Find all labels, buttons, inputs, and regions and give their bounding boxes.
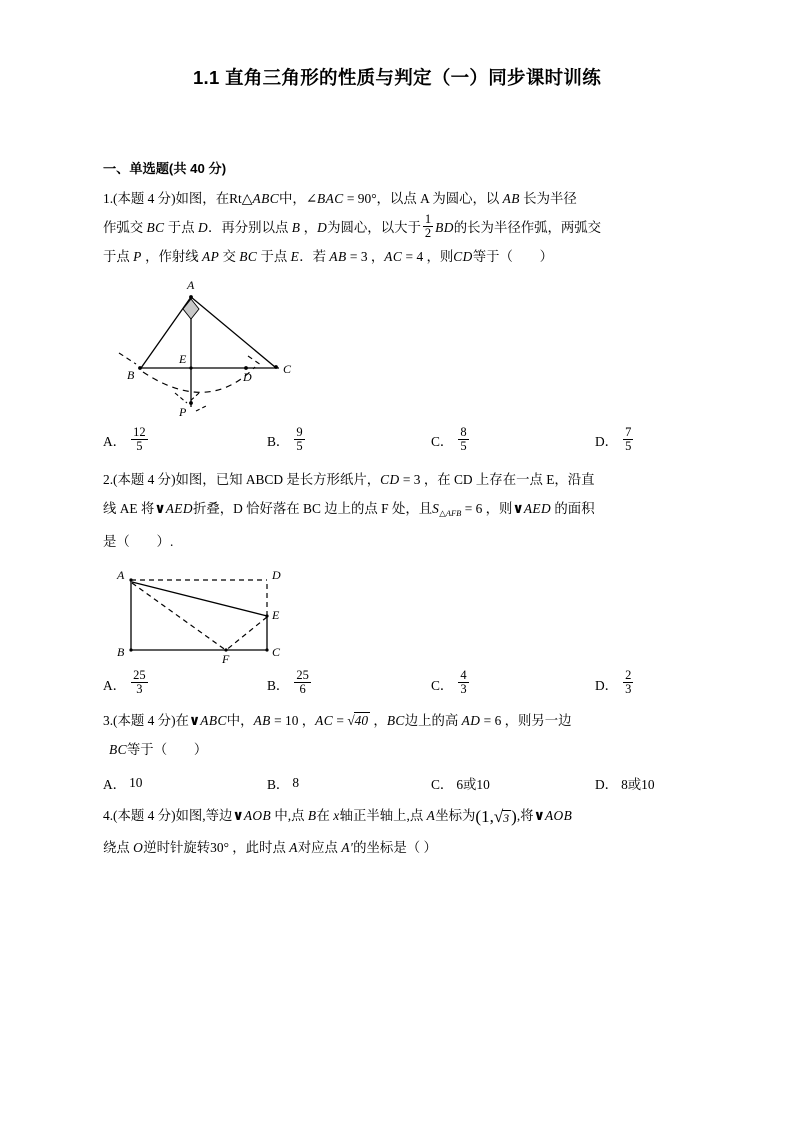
segment-ac bbox=[191, 297, 275, 367]
question-2-option-c[interactable] bbox=[431, 670, 595, 698]
triangle-glyph-icon: ∨ bbox=[232, 806, 244, 823]
question-4-number: 4. bbox=[103, 807, 114, 823]
vertex-dot-e bbox=[265, 615, 268, 618]
option-label: D． bbox=[595, 677, 619, 693]
figure-1-label-e: E bbox=[179, 352, 187, 366]
figure-1-container bbox=[103, 275, 693, 423]
fraction-one-half: $\frac{1}{2}$ bbox=[424, 212, 432, 241]
question-2-line-1: 2.(本题 4 分)如图，已知 ABCD 是长方形纸片，CD = 3 ，在 CD 上存在一点 E，沿直 bbox=[103, 471, 595, 487]
question-2-line-3: 是（ ）. bbox=[103, 534, 174, 550]
question-1 bbox=[103, 184, 693, 455]
question-3-option-a[interactable] bbox=[103, 774, 267, 793]
question-3-line-2: BC等于（ ） bbox=[109, 741, 208, 757]
question-3-number: 3. bbox=[103, 712, 114, 728]
figure-2-label-f: F bbox=[222, 652, 230, 667]
question-1-option-d[interactable] bbox=[595, 424, 635, 455]
question-1-number: 1. bbox=[103, 191, 114, 206]
question-1-line-1 bbox=[103, 184, 693, 213]
question-3-option-c[interactable] bbox=[431, 774, 595, 793]
construction-arc-b bbox=[119, 353, 136, 364]
question-4-line-2: 绕点 O逆时针旋转30° ，此时点 A对应点 A'的坐标是（ ） bbox=[103, 840, 437, 855]
question-1-option-c[interactable] bbox=[431, 424, 595, 455]
vertex-dot-b bbox=[138, 366, 142, 370]
figure-1-label-d: D bbox=[243, 370, 252, 384]
segment-ae bbox=[132, 582, 267, 616]
option-fraction: $\frac{7}{5}$ bbox=[625, 424, 632, 453]
right-triangle-perpendicular-bisector-figure bbox=[103, 275, 343, 423]
option-value: 8或10 bbox=[621, 776, 655, 792]
option-fraction: $\frac{25}{6}$ bbox=[296, 668, 309, 697]
triangle-glyph-icon: ∨ bbox=[512, 499, 524, 516]
question-3-option-d[interactable] bbox=[595, 774, 655, 793]
construction-arc-p-lower bbox=[196, 406, 206, 411]
vertex-dot-c bbox=[265, 649, 268, 652]
option-label: A． bbox=[103, 776, 127, 792]
question-1-options bbox=[103, 424, 693, 455]
question-2-number: 2. bbox=[103, 471, 114, 487]
option-fraction: $\frac{9}{5}$ bbox=[296, 424, 303, 453]
option-label: D． bbox=[595, 434, 619, 450]
triangle-glyph-icon: ∨ bbox=[533, 806, 545, 823]
figure-2-label-e: E bbox=[272, 608, 280, 623]
option-fraction: $\frac{8}{5}$ bbox=[460, 424, 467, 453]
vertex-dot-a bbox=[189, 295, 193, 299]
option-label: B． bbox=[267, 776, 290, 792]
triangle-glyph-icon: ∨ bbox=[154, 499, 166, 516]
question-2-points: (本题 4 分) bbox=[113, 471, 176, 487]
option-label: A． bbox=[103, 434, 127, 450]
question-4-line-1: 4.(本题 4 分)如图,等边∨AOB 中,点 B在 x轴正半轴上,点 A坐标为(1,√3 ),将∨AOB bbox=[103, 806, 573, 826]
option-value: 10 bbox=[129, 775, 143, 791]
figure-1-label-p: P bbox=[179, 405, 187, 419]
figure-2-label-b: B bbox=[117, 645, 125, 660]
triangle-icon: △ bbox=[241, 190, 253, 206]
question-3-points: (本题 4 分) bbox=[113, 712, 176, 728]
option-fraction: $\frac{25}{3}$ bbox=[133, 668, 146, 697]
vertex-dot-c bbox=[274, 365, 278, 369]
sqrt-40: 40 bbox=[354, 712, 369, 728]
vertex-dot-p bbox=[189, 401, 193, 405]
question-4 bbox=[103, 801, 693, 862]
rectangle-fold-figure bbox=[103, 562, 333, 666]
question-2-option-d[interactable] bbox=[595, 670, 635, 698]
option-fraction: $\frac{12}{5}$ bbox=[133, 424, 146, 453]
question-2-option-a[interactable] bbox=[103, 670, 267, 698]
option-fraction: $\frac{4}{3}$ bbox=[460, 668, 467, 697]
page-title: 1.1 直角三角形的性质与判定（一）同步课时训练 bbox=[192, 67, 602, 88]
coordinate-pair: (1,√3 ) bbox=[475, 807, 517, 826]
section-heading: 一、单选题(共 40 分) bbox=[103, 161, 227, 176]
question-1-text-1: 如图，在Rt△ABC中，∠BAC = 90°，以点 A 为圆心，以 AB 长为半径 bbox=[175, 190, 577, 206]
question-1-points: (本题 4 分) bbox=[113, 191, 176, 206]
question-1-option-b[interactable] bbox=[267, 424, 431, 455]
option-label: B． bbox=[267, 677, 290, 693]
question-2-option-b[interactable] bbox=[267, 670, 431, 698]
question-2-options bbox=[103, 670, 693, 698]
question-1-line-3: 于点 P ，作射线 AP 交 BC 于点 E．若 AB = 3 ，AC = 4 ，则CD等于（ ） bbox=[103, 249, 554, 264]
option-label: D． bbox=[595, 776, 619, 792]
question-4-points: (本题 4 分) bbox=[113, 807, 176, 823]
option-value: 6或10 bbox=[456, 776, 490, 792]
figure-1-label-b: B bbox=[127, 368, 135, 382]
option-fraction: $\frac{2}{3}$ bbox=[625, 668, 632, 697]
vertex-dot-a bbox=[129, 579, 132, 582]
figure-1-label-a: A bbox=[187, 278, 195, 292]
construction-arc-d bbox=[248, 356, 261, 365]
vertex-dot-e bbox=[189, 366, 192, 369]
vertex-dot-b bbox=[129, 649, 132, 652]
question-2 bbox=[103, 465, 693, 698]
question-3-option-b[interactable] bbox=[267, 774, 431, 793]
question-3-options bbox=[103, 774, 693, 793]
question-1-line-2: 作弧交 BC 于点 D．再分别以点 B ，D为圆心，以大于 $\frac{1}{2}$ BD的长为半径作弧，两弧交 bbox=[103, 212, 602, 241]
figure-1-label-c: C bbox=[283, 362, 292, 376]
question-2-line-2: 线 AE 将∨AED折叠，D 恰好落在 BC 边上的点 F 处，且$S_{\triangle AFB} = 6$ ，则∨AED 的面积 bbox=[103, 499, 595, 518]
document-body bbox=[103, 158, 693, 862]
figure-2-label-a: A bbox=[117, 568, 125, 583]
option-label: C． bbox=[431, 677, 454, 693]
option-label: C． bbox=[431, 776, 454, 792]
figure-2-label-c: C bbox=[272, 645, 281, 660]
question-1-option-a[interactable] bbox=[103, 424, 267, 455]
question-3-line-1: 3.(本题 4 分)在∨ABC中，AB = 10 ，AC = √40 ，BC边上的高 AD = 6 ，则另一边 bbox=[103, 711, 572, 728]
segment-ef bbox=[225, 617, 267, 651]
option-label: B． bbox=[267, 434, 290, 450]
option-label: C． bbox=[431, 434, 454, 450]
segment-af bbox=[132, 583, 227, 651]
option-label: A． bbox=[103, 677, 127, 693]
option-value: 8 bbox=[292, 775, 300, 791]
figure-2-label-d: D bbox=[272, 568, 281, 583]
construction-arc-p-left bbox=[175, 393, 187, 403]
triangle-glyph-icon: ∨ bbox=[188, 711, 201, 728]
figure-2-container bbox=[103, 562, 693, 666]
arc-bd bbox=[143, 367, 255, 392]
question-3 bbox=[103, 706, 693, 793]
